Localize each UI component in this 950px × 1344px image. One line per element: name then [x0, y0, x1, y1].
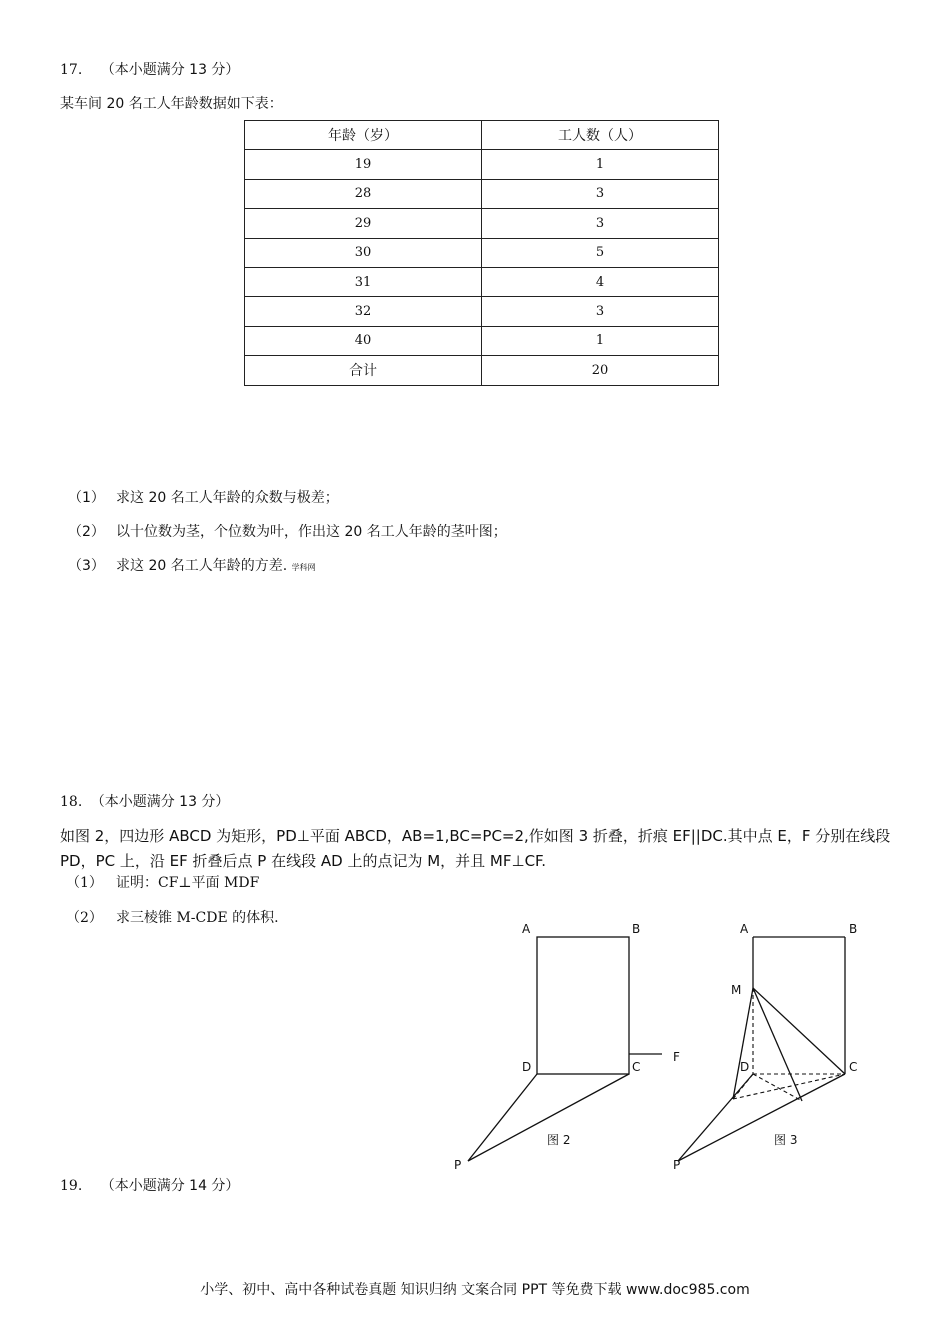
part-label: （2） [66, 910, 103, 926]
table-row [245, 297, 719, 326]
table-header-age: 年龄（岁） [245, 121, 482, 150]
part-text: 求三棱锥 M-CDE 的体积. [116, 910, 279, 926]
page-footer: 小学、初中、高中各种试卷真题 知识归纳 文案合同 PPT 等免费下载 www.doc985.com [200, 1282, 750, 1298]
table-total-value: 20 [482, 356, 719, 385]
table-row [245, 179, 719, 208]
segment-me [733, 988, 753, 1099]
label-a: A [522, 922, 531, 936]
table-row [245, 209, 719, 238]
label-b: B [849, 922, 858, 936]
q19-number: 19. [60, 1178, 83, 1194]
table-header-count: 工人数（人） [482, 121, 719, 150]
age-table [244, 120, 719, 386]
q19-score: （本小题满分 14 分） [100, 1178, 240, 1194]
q19-heading [60, 1176, 239, 1196]
label-b: B [632, 922, 641, 936]
segment-dp [468, 1074, 537, 1161]
label-p: P [454, 1158, 462, 1172]
q18-score: （本小题满分 13 分） [90, 794, 230, 810]
q18-part-1 [66, 873, 260, 893]
table-cell-age: 32 [245, 297, 482, 326]
label-c: C [632, 1060, 641, 1074]
part-text: 以十位数为茎，个位数为叶，作出这 20 名工人年龄的茎叶图； [116, 524, 507, 540]
watermark: 学科网 [291, 563, 316, 572]
segment-mf [753, 988, 802, 1101]
q18-number: 18. [60, 794, 83, 810]
table-row [245, 238, 719, 267]
part-text: 求这 20 名工人年龄的方差. [116, 558, 288, 574]
fig2-caption: 图 2 [547, 1133, 571, 1147]
table-cell-age: 40 [245, 326, 482, 355]
label-a: A [740, 922, 749, 936]
table-cell-age: 31 [245, 267, 482, 296]
table-cell-count: 5 [482, 238, 719, 267]
table-header-row [245, 121, 719, 150]
label-f: F [673, 1050, 680, 1064]
part-text: 证明：CF⊥平面 MDF [116, 875, 260, 891]
table-total-row [245, 356, 719, 385]
part-label: （1） [66, 875, 103, 891]
figure-3 [660, 915, 880, 1180]
q17-intro: 某车间 20 名工人年龄数据如下表： [60, 96, 283, 112]
q18-heading [60, 792, 229, 812]
table-total-label: 合计 [245, 356, 482, 385]
label-p: P [673, 1158, 681, 1172]
part-label: （2） [68, 524, 105, 540]
table-row [245, 150, 719, 179]
part-label: （1） [68, 490, 105, 506]
fig3-caption: 图 3 [774, 1133, 798, 1147]
table-cell-count: 3 [482, 297, 719, 326]
part-text: 求这 20 名工人年龄的众数与极差； [116, 490, 339, 506]
table-cell-count: 4 [482, 267, 719, 296]
q17-part-1 [68, 488, 339, 508]
q17-part-2 [68, 522, 507, 542]
part-label: （3） [68, 558, 105, 574]
segment-mc [753, 988, 845, 1074]
table-row [245, 267, 719, 296]
table-cell-count: 1 [482, 150, 719, 179]
q17-part-3 [68, 556, 316, 576]
table-row [245, 326, 719, 355]
q18-statement-line-2: PD，PC 上，沿 EF 折叠后点 P 在线段 AD 上的点记为 M，并且 MF⊥CF. [60, 852, 547, 870]
table-cell-count: 3 [482, 179, 719, 208]
label-d: D [740, 1060, 750, 1074]
table-cell-count: 3 [482, 209, 719, 238]
q17-number: 17. [60, 62, 83, 78]
segment-cp [678, 1074, 845, 1161]
segment-cp [468, 1074, 629, 1161]
q18-part-2 [66, 908, 279, 928]
rectangle-abcd [537, 937, 629, 1074]
q17-score: （本小题满分 13 分） [100, 62, 240, 78]
table-cell-age: 19 [245, 150, 482, 179]
label-d: D [522, 1060, 532, 1074]
table-cell-count: 1 [482, 326, 719, 355]
hidden-segment-df [753, 1074, 802, 1101]
q18-statement-line-1: 如图 2，四边形 ABCD 为矩形，PD⊥平面 ABCD，AB=1,BC=PC=2,作如图 3 折叠，折痕 EF||DC.其中点 E，F 分别在线段 [60, 827, 891, 845]
q17-heading [60, 60, 239, 80]
table-cell-age: 29 [245, 209, 482, 238]
label-m: M [731, 983, 742, 997]
table-cell-age: 30 [245, 238, 482, 267]
segment-dp [678, 1074, 753, 1161]
table-cell-age: 28 [245, 179, 482, 208]
label-c: C [849, 1060, 858, 1074]
